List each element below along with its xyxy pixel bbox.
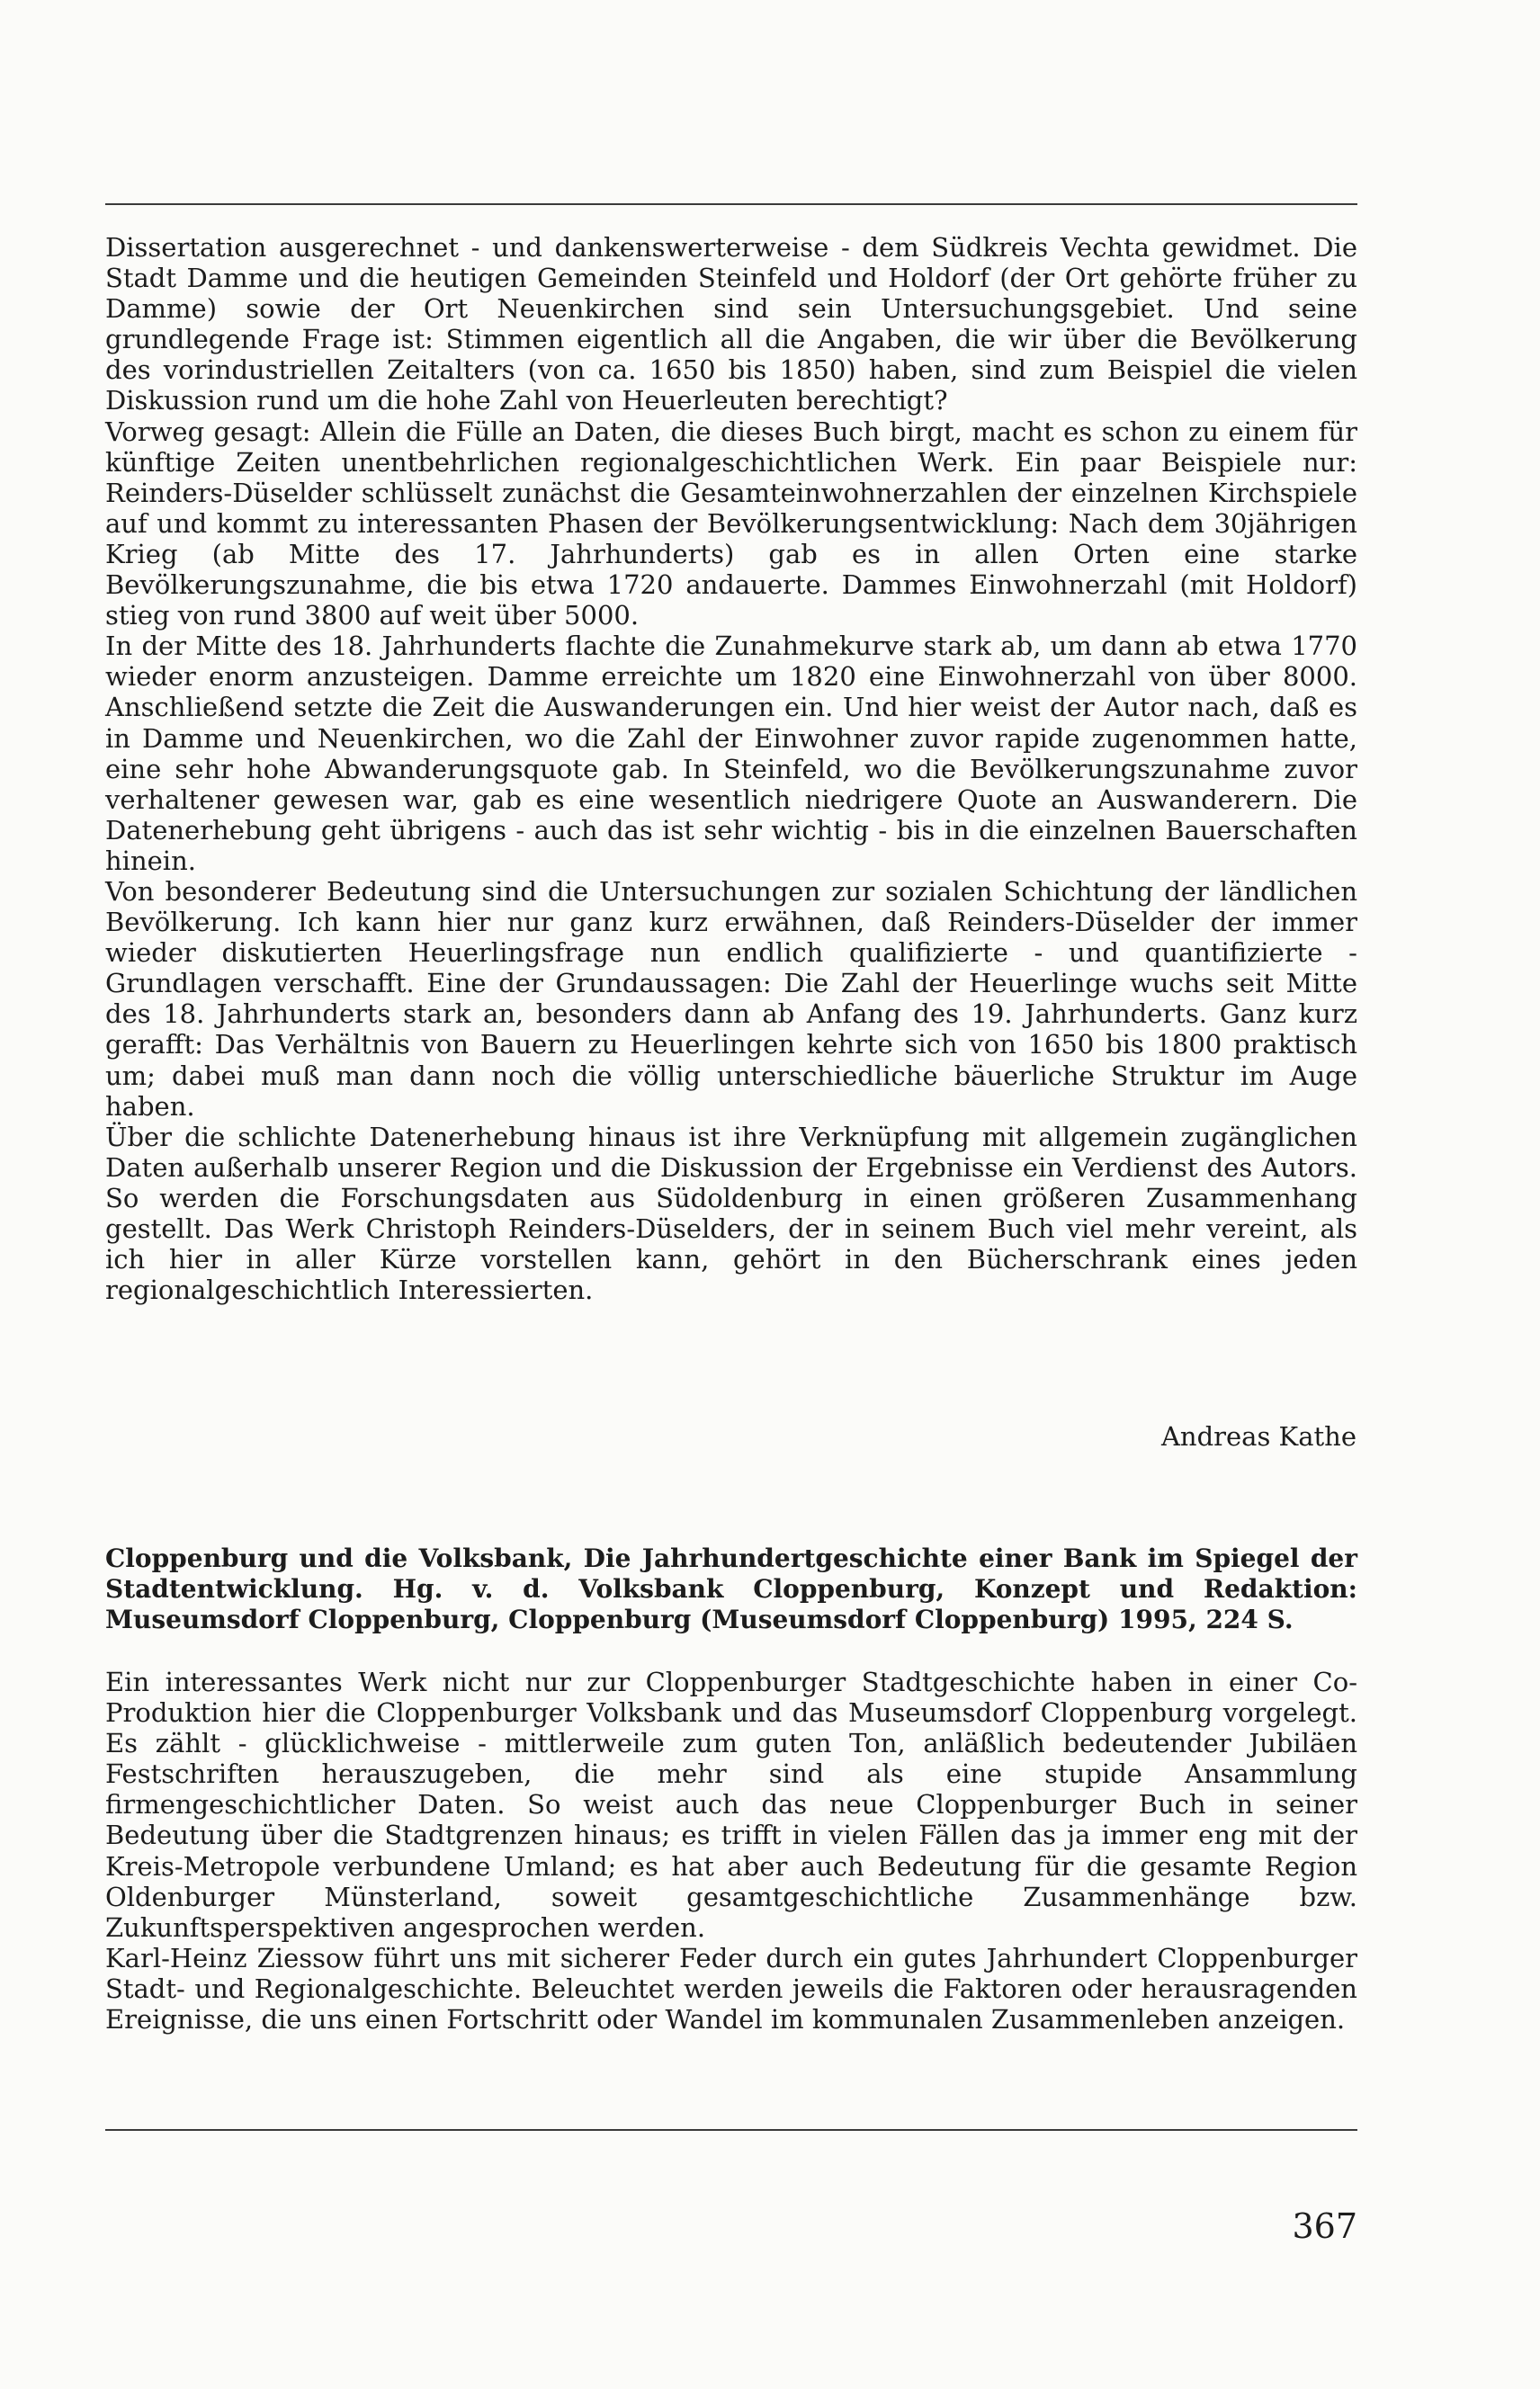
page-number: 367: [1292, 2206, 1357, 2246]
top-rule: [105, 203, 1357, 205]
bottom-rule: [105, 2129, 1357, 2131]
review-author: Andreas Kathe: [1160, 1421, 1356, 1452]
review-body-reinders-dueselder: Dissertation ausgerechnet - und dankenswerterweise - dem Südkreis Vechta gewidmet. Die Stadt Damme und die heutigen Gemeinden Steinfeld und Holdorf (der Ort gehörte früher zu Damme) sowie der Ort Neuenkirchen sind sein Untersuchungsgebiet. Und seine grundlegende Frage ist: Stimmen eigentlich all die Angaben, die wir über die Bevölkerung des vorindustriellen Zeitalters (von ca. 1650 bis 1850) haben, sind zum Beispiel die vielen Diskussion rund um die hohe Zahl von Heuerleuten berechtigt? Vorweg gesagt: Allein die Fülle an Daten, die dieses Buch birgt, macht es schon zu einem für künftige Zeiten unentbehrlichen regionalgeschichtlichen Werk. Ein paar Beispiele nur: Reinders-Düselder schlüsselt zunächst die Gesamteinwohnerzahlen der einzelnen Kirchspiele auf und kommt zu interessanten Phasen der Bevölkerungsentwicklung: Nach dem 30jährigen Krieg (ab Mitte des 17. Jahrhunderts) gab es in allen Orten eine starke Bevölkerungszunahme, die bis etwa 1720 andauerte. Dammes Einwohnerzahl (mit Holdorf) stieg von rund 3800 auf weit über 5000. In der Mitte des 18. Jahrhunderts flachte die Zunahmekurve stark ab, um dann ab etwa 1770 wieder enorm anzusteigen. Damme erreichte um 1820 eine Einwohnerzahl von über 8000. Anschließend setzte die Zeit die Auswanderungen ein. Und hier weist der Autor nach, daß es in Damme und Neuenkirchen, wo die Zahl der Einwohner zuvor rapide zugenommen hatte, eine sehr hohe Abwanderungsquote gab. In Steinfeld, wo die Bevölkerungszunahme zuvor verhaltener gewesen war, gab es eine wesentlich niedrigere Quote an Auswanderern. Die Datenerhebung geht übrigens - auch das ist sehr wichtig - bis in die einzelnen Bauerschaften hinein. Von besonderer Bedeutung sind die Untersuchungen zur sozialen Schichtung der ländlichen Bevölkerung. Ich kann hier nur ganz kurz erwähnen, daß Reinders-Düselder der immer wieder diskutierten Heuerlingsfrage nun endlich qualifizierte - und quantifizierte - Grundlagen verschafft. Eine der Grundaussagen: Die Zahl der Heuerlinge wuchs seit Mitte des 18. Jahrhunderts stark an, besonders dann ab Anfang des 19. Jahrhunderts. Ganz kurz gerafft: Das Verhältnis von Bauern zu Heuerlingen kehrte sich von 1650 bis 1800 praktisch um; dabei muß man dann noch die völlig unterschiedliche bäuerliche Struktur im Auge haben. Über die schlichte Datenerhebung hinaus ist ihre Verknüpfung mit allgemein zugänglichen Daten außerhalb unserer Region und die Diskussion der Ergebnisse ein Verdienst des Autors. So werden die Forschungsdaten aus Südoldenburg in einen größeren Zusammenhang gestellt. Das Werk Christoph Reinders-Düselders, der in seinem Buch viel mehr vereint, als ich hier in aller Kürze vorstellen kann, gehört in den Bücherschrank eines jeden regionalgeschichtlich Interessierten.: [105, 232, 1357, 1306]
review-heading-cloppenburg-volksbank: Cloppenburg und die Volksbank, Die Jahrhundertgeschichte einer Bank im Spiegel der Stadtentwicklung. Hg. v. d. Volksbank Cloppenburg, Konzept und Redaktion: Museumsdorf Cloppenburg, Cloppenburg (Museumsdorf Cloppenburg) 1995, 224 S.: [105, 1543, 1357, 1634]
review-body-cloppenburg-volksbank: Ein interessantes Werk nicht nur zur Cloppenburger Stadtgeschichte haben in einer Co-Produktion hier die Cloppenburger Volksbank und das Museumsdorf Cloppenburg vorgelegt. Es zählt - glücklichweise - mittlerweile zum guten Ton, anläßlich bedeutender Jubiläen Festschriften herauszugeben, die mehr sind als eine stupide Ansammlung firmengeschichtlicher Daten. So weist auch das neue Cloppenburger Buch in seiner Bedeutung über die Stadtgrenzen hinaus; es trifft in vielen Fällen das ja immer eng mit der Kreis-Metropole verbundene Umland; es hat aber auch Bedeutung für die gesamte Region Oldenburger Münsterland, soweit gesamtgeschichtliche Zusammenhänge bzw. Zukunftsperspektiven angesprochen werden. Karl-Heinz Ziessow führt uns mit sicherer Feder durch ein gutes Jahrhundert Cloppenburger Stadt- und Regionalgeschichte. Beleuchtet werden jeweils die Faktoren oder herausragenden Ereignisse, die uns einen Fortschritt oder Wandel im kommunalen Zusammenleben anzeigen.: [105, 1667, 1357, 2036]
